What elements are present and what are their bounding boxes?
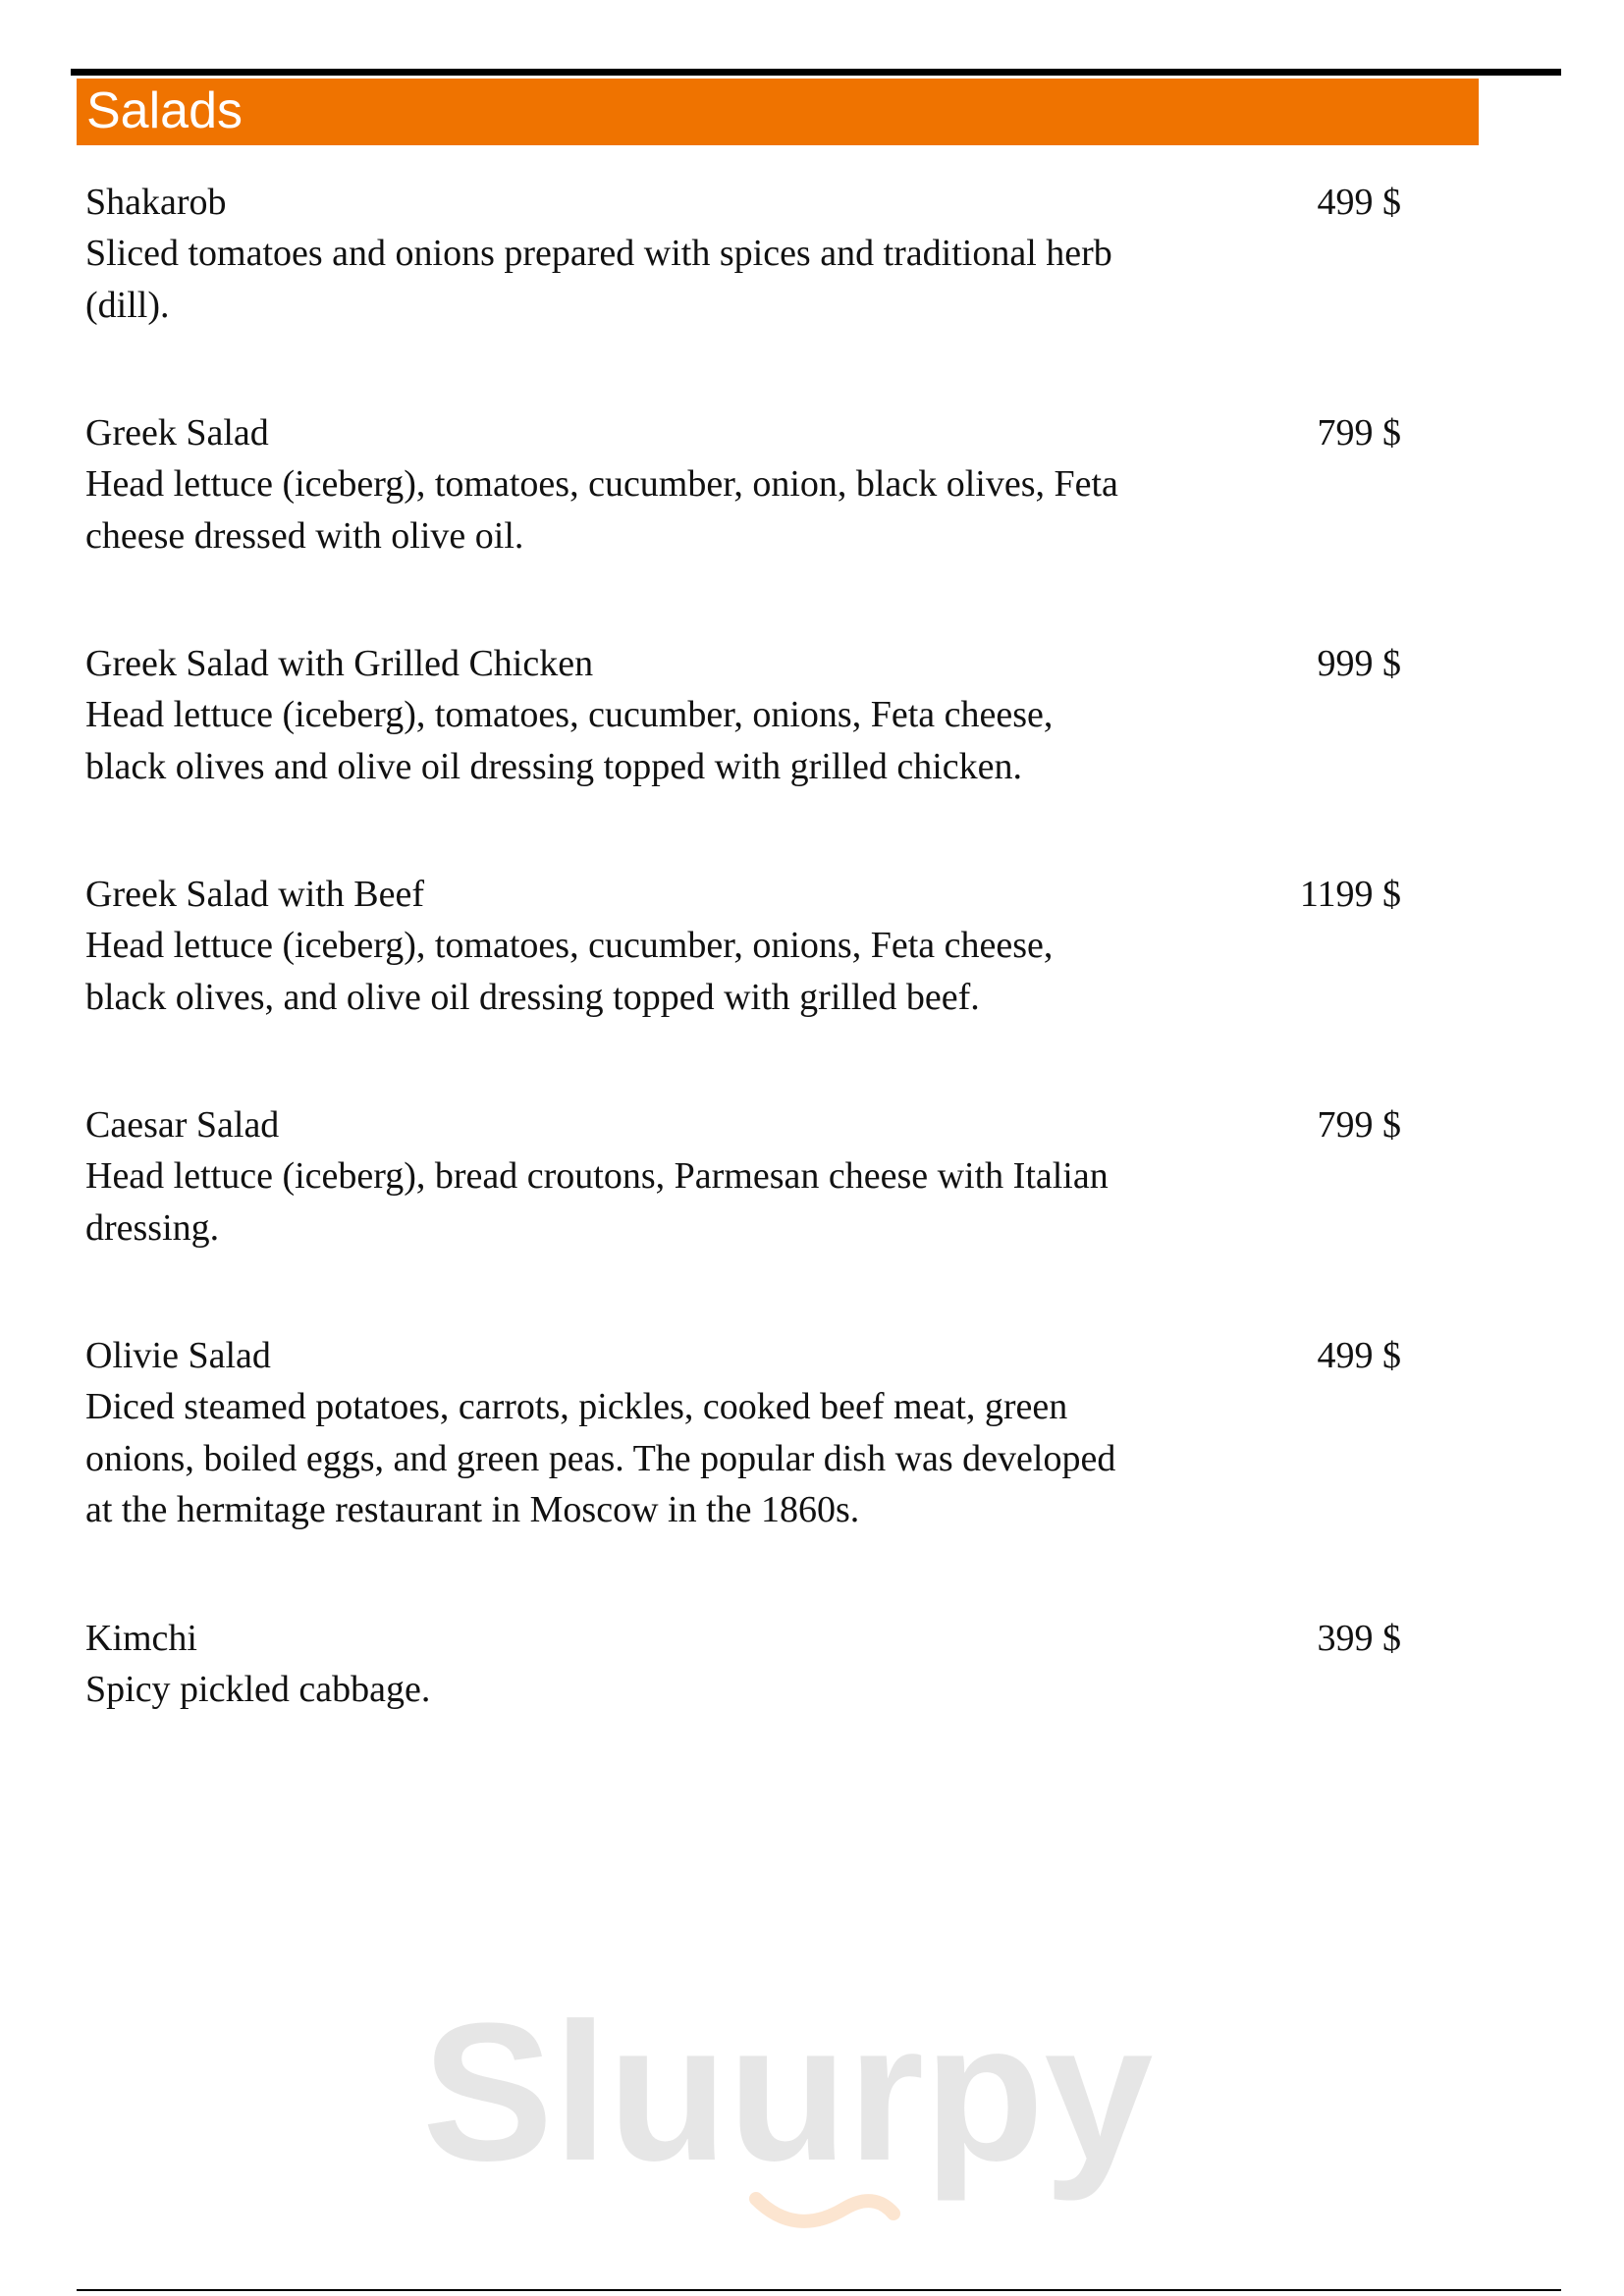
description-line: Head lettuce (iceberg), bread croutons, Parmesan cheese with Italian — [85, 1155, 1109, 1197]
menu-item-price: 499 $ — [1317, 182, 1401, 223]
menu-item-price: 799 $ — [1317, 412, 1401, 454]
menu-item-price: 499 $ — [1317, 1335, 1401, 1376]
menu-item-name: Greek Salad with Beef — [85, 874, 425, 915]
menu-item-name: Greek Salad with Grilled Chicken — [85, 643, 594, 684]
menu-item-name: Greek Salad — [85, 412, 269, 454]
menu-item-description — [85, 228, 1264, 331]
menu-item-price: 399 $ — [1317, 1618, 1401, 1659]
description-line: Diced steamed potatoes, carrots, pickles, cooked beef meat, green — [85, 1386, 1068, 1427]
bottom-rule — [77, 2289, 1561, 2291]
description-line: Spicy pickled cabbage. — [85, 1669, 431, 1710]
watermark-swoosh-icon — [756, 2199, 893, 2221]
description-line: Head lettuce (iceberg), tomatoes, cucumber, onions, Feta cheese, — [85, 694, 1054, 735]
menu-item-description — [85, 689, 1264, 792]
description-line: at the hermitage restaurant in Moscow in the 1860s. — [85, 1489, 860, 1530]
section-title: Salads — [86, 82, 243, 139]
description-line: black olives and olive oil dressing topped with grilled chicken. — [85, 745, 1023, 787]
description-line: dressing. — [85, 1206, 220, 1249]
menu-item-name: Caesar Salad — [85, 1104, 280, 1146]
menu-item-price: 1199 $ — [1299, 874, 1401, 915]
description-line: cheese dressed with olive oil. — [85, 514, 524, 557]
menu-item-name: Kimchi — [85, 1618, 197, 1659]
description-line: Head lettuce (iceberg), tomatoes, cucumber, onion, black olives, Feta — [85, 463, 1118, 505]
description-line: black olives, and olive oil dressing topped with grilled beef. — [85, 976, 980, 1018]
menu-item-description — [85, 1150, 1264, 1254]
top-rule — [71, 69, 1561, 76]
menu-item-name: Olivie Salad — [85, 1335, 271, 1376]
description-line: (dill). — [85, 284, 170, 326]
menu-item-description — [85, 920, 1264, 1023]
description-line: Sliced tomatoes and onions prepared with spices and traditional herb — [85, 233, 1112, 274]
section-header — [77, 79, 1479, 145]
menu-item-description — [85, 458, 1264, 561]
sluurpy-watermark-logo — [422, 1963, 1227, 2277]
menu-item-description — [85, 1664, 1264, 1716]
menu-item-description — [85, 1381, 1264, 1536]
watermark-text: Sluurpy — [422, 1983, 1154, 2202]
description-line: Head lettuce (iceberg), tomatoes, cucumber, onions, Feta cheese, — [85, 925, 1054, 966]
menu-item-price: 999 $ — [1317, 643, 1401, 684]
menu-item-price: 799 $ — [1317, 1104, 1401, 1146]
menu-item-name: Shakarob — [85, 182, 227, 223]
description-line: onions, boiled eggs, and green peas. The popular dish was developed — [85, 1437, 1116, 1479]
